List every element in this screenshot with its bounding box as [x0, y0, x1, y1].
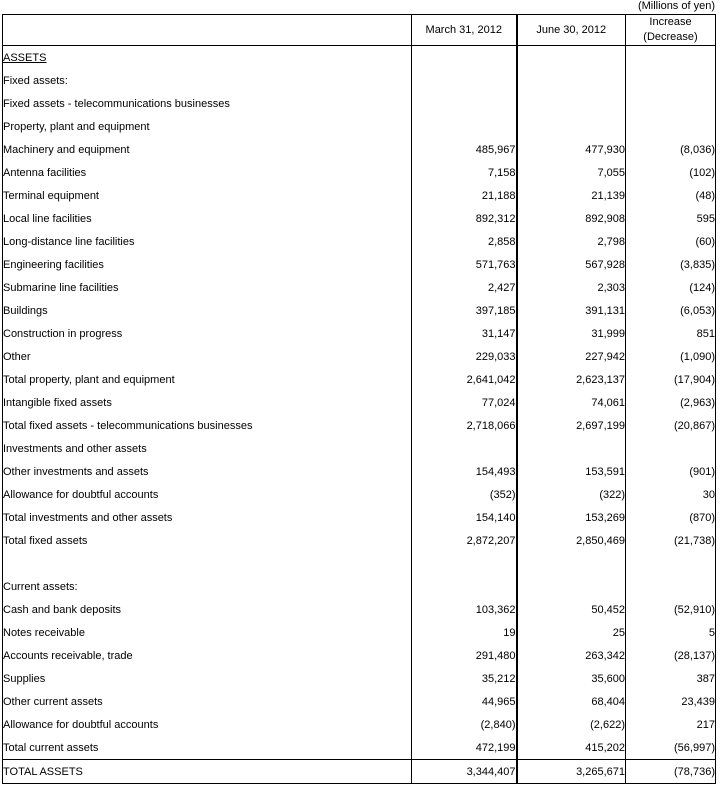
value-increase-decrease — [626, 69, 716, 92]
row-label: Allowance for doubtful accounts — [3, 483, 412, 506]
value-june-2012: 2,623,137 — [517, 368, 626, 391]
row-label: Intangible fixed assets — [3, 391, 412, 414]
value-march-2012: 77,024 — [412, 391, 517, 414]
value-march-2012: 3,344,407 — [412, 760, 517, 784]
table-row — [3, 368, 716, 391]
table-row — [3, 46, 716, 70]
value-increase-decrease: (52,910) — [674, 603, 715, 616]
row-label: Current assets: — [3, 575, 412, 598]
table-row — [3, 575, 716, 598]
value-march-2012: 31,147 — [412, 322, 517, 345]
value-march-2012 — [412, 575, 517, 598]
table-row — [3, 345, 716, 368]
table-row — [3, 713, 716, 736]
value-june-2012 — [517, 575, 626, 598]
value-june-2012: 2,798 — [517, 230, 626, 253]
value-june-2012: 7,055 — [517, 161, 626, 184]
value-increase-decrease: (124) — [689, 281, 715, 294]
value-increase-decrease: (20,867) — [674, 419, 715, 432]
value-march-2012: 2,641,042 — [412, 368, 517, 391]
table-row — [3, 736, 716, 760]
row-label: Total property, plant and equipment — [3, 368, 412, 391]
value-march-2012: 571,763 — [412, 253, 517, 276]
row-label: Total investments and other assets — [3, 506, 412, 529]
value-march-2012: (352) — [412, 483, 517, 506]
value-increase-decrease: (8,036) — [680, 143, 715, 156]
value-june-2012: 74,061 — [517, 391, 626, 414]
row-label: Machinery and equipment — [3, 138, 412, 161]
table-row — [3, 230, 716, 253]
value-march-2012: 2,872,207 — [412, 529, 517, 552]
row-label: Engineering facilities — [3, 253, 412, 276]
value-june-2012 — [517, 115, 626, 138]
row-label: Supplies — [3, 667, 412, 690]
value-increase-decrease — [626, 575, 716, 598]
row-label: Other investments and assets — [3, 460, 412, 483]
value-june-2012: 477,930 — [517, 138, 626, 161]
value-march-2012 — [412, 46, 517, 70]
row-label: Terminal equipment — [3, 184, 412, 207]
row-label: Total fixed assets - telecommunications businesses — [3, 414, 412, 437]
value-june-2012 — [517, 92, 626, 115]
row-label: Fixed assets: — [3, 69, 412, 92]
value-march-2012: 21,188 — [412, 184, 517, 207]
row-label: Accounts receivable, trade — [3, 644, 412, 667]
row-label: Total fixed assets — [3, 529, 412, 552]
table-row — [3, 506, 716, 529]
total-assets-row — [3, 760, 716, 784]
value-june-2012: 567,928 — [517, 253, 626, 276]
value-march-2012: 397,185 — [412, 299, 517, 322]
value-june-2012: 50,452 — [517, 598, 626, 621]
value-june-2012: (322) — [517, 483, 626, 506]
table-row — [3, 483, 716, 506]
value-march-2012: 154,140 — [412, 506, 517, 529]
value-june-2012: 2,303 — [517, 276, 626, 299]
value-march-2012: 2,427 — [412, 276, 517, 299]
value-march-2012: 472,199 — [412, 736, 517, 760]
value-june-2012 — [517, 552, 626, 575]
value-march-2012 — [412, 552, 517, 575]
value-june-2012: 3,265,671 — [517, 760, 626, 784]
row-label: Buildings — [3, 299, 412, 322]
value-increase-decrease — [626, 46, 716, 70]
value-march-2012 — [412, 115, 517, 138]
value-increase-decrease: (2,963) — [680, 396, 715, 409]
value-june-2012: (2,622) — [517, 713, 626, 736]
value-increase-decrease: 217 — [696, 718, 715, 731]
value-june-2012: 35,600 — [517, 667, 626, 690]
value-june-2012: 21,139 — [517, 184, 626, 207]
section-title: ASSETS — [3, 51, 47, 64]
value-june-2012 — [517, 69, 626, 92]
row-label: Allowance for doubtful accounts — [3, 713, 412, 736]
row-label: Other — [3, 345, 412, 368]
value-march-2012: 44,965 — [412, 690, 517, 713]
value-increase-decrease: 595 — [696, 212, 715, 225]
value-increase-decrease: (102) — [689, 166, 715, 179]
header-cell-label — [3, 15, 412, 46]
value-increase-decrease: (60) — [695, 235, 715, 248]
table-row — [3, 299, 716, 322]
table-row — [3, 437, 716, 460]
value-march-2012: 291,480 — [412, 644, 517, 667]
value-june-2012 — [517, 46, 626, 70]
row-label — [3, 552, 412, 575]
value-increase-decrease — [626, 92, 716, 115]
header-increase-line2: (Decrease) — [643, 31, 698, 43]
table-row — [3, 644, 716, 667]
table-row — [3, 92, 716, 115]
value-march-2012: 2,858 — [412, 230, 517, 253]
value-increase-decrease: (56,997) — [674, 741, 715, 754]
value-march-2012: 7,158 — [412, 161, 517, 184]
row-label — [3, 46, 412, 70]
value-increase-decrease: (28,137) — [674, 649, 715, 662]
row-label: Construction in progress — [3, 322, 412, 345]
value-increase-decrease: (6,053) — [680, 304, 715, 317]
value-increase-decrease: (870) — [689, 511, 715, 524]
table-row — [3, 161, 716, 184]
value-march-2012: 485,967 — [412, 138, 517, 161]
value-june-2012: 153,269 — [517, 506, 626, 529]
header-cell-march-2012: March 31, 2012 — [412, 15, 517, 46]
value-june-2012: 25 — [517, 621, 626, 644]
value-june-2012: 68,404 — [517, 690, 626, 713]
table-row — [3, 690, 716, 713]
value-increase-decrease: (1,090) — [680, 350, 715, 363]
row-label: Total current assets — [3, 736, 412, 760]
header-increase-line1: Increase — [649, 16, 692, 28]
value-june-2012: 892,908 — [517, 207, 626, 230]
table-row — [3, 552, 716, 575]
table-row — [3, 621, 716, 644]
value-june-2012: 153,591 — [517, 460, 626, 483]
value-increase-decrease: (48) — [695, 189, 715, 202]
row-label: Cash and bank deposits — [3, 598, 412, 621]
value-increase-decrease — [626, 437, 716, 460]
row-label: Notes receivable — [3, 621, 412, 644]
value-march-2012: 103,362 — [412, 598, 517, 621]
table-header — [3, 15, 716, 46]
table-row — [3, 253, 716, 276]
header-cell-increase-decrease — [626, 15, 716, 46]
value-june-2012: 391,131 — [517, 299, 626, 322]
row-label: Other current assets — [3, 690, 412, 713]
value-increase-decrease — [626, 552, 716, 575]
row-label: Investments and other assets — [3, 437, 412, 460]
header-row — [3, 15, 716, 46]
value-march-2012: 892,312 — [412, 207, 517, 230]
row-label: Antenna facilities — [3, 161, 412, 184]
table-row — [3, 414, 716, 437]
value-march-2012: 35,212 — [412, 667, 517, 690]
table-row — [3, 598, 716, 621]
value-march-2012 — [412, 69, 517, 92]
table-row — [3, 115, 716, 138]
value-increase-decrease: (17,904) — [674, 373, 715, 386]
value-june-2012: 31,999 — [517, 322, 626, 345]
row-label: Fixed assets - telecommunications businesses — [3, 92, 412, 115]
value-june-2012: 263,342 — [517, 644, 626, 667]
row-label: Submarine line facilities — [3, 276, 412, 299]
value-increase-decrease: (3,835) — [680, 258, 715, 271]
value-increase-decrease: 23,439 — [681, 695, 715, 708]
table-row — [3, 391, 716, 414]
table-row — [3, 322, 716, 345]
balance-sheet-table — [2, 14, 716, 784]
value-increase-decrease — [626, 115, 716, 138]
value-increase-decrease: (78,736) — [626, 760, 716, 784]
table-row — [3, 276, 716, 299]
row-label: Local line facilities — [3, 207, 412, 230]
row-label: Property, plant and equipment — [3, 115, 412, 138]
row-label: Long-distance line facilities — [3, 230, 412, 253]
value-march-2012: 229,033 — [412, 345, 517, 368]
units-note: (Millions of yen) — [637, 0, 715, 12]
value-june-2012: 415,202 — [517, 736, 626, 760]
header-cell-june-2012: June 30, 2012 — [517, 15, 626, 46]
table-row — [3, 138, 716, 161]
value-june-2012: 227,942 — [517, 345, 626, 368]
value-march-2012: (2,840) — [412, 713, 517, 736]
value-june-2012 — [517, 437, 626, 460]
table-row — [3, 207, 716, 230]
value-march-2012: 154,493 — [412, 460, 517, 483]
table-body — [3, 46, 716, 784]
table-row — [3, 529, 716, 552]
value-increase-decrease: 387 — [696, 672, 715, 685]
row-label: TOTAL ASSETS — [3, 760, 412, 784]
table-row — [3, 460, 716, 483]
value-june-2012: 2,850,469 — [517, 529, 626, 552]
table-row — [3, 69, 716, 92]
value-increase-decrease: 30 — [702, 488, 715, 501]
value-june-2012: 2,697,199 — [517, 414, 626, 437]
value-increase-decrease: 851 — [696, 327, 715, 340]
table-row — [3, 667, 716, 690]
value-march-2012 — [412, 92, 517, 115]
table-row — [3, 184, 716, 207]
value-increase-decrease: (901) — [689, 465, 715, 478]
value-march-2012 — [412, 437, 517, 460]
value-increase-decrease: 5 — [708, 626, 715, 639]
value-march-2012: 19 — [412, 621, 517, 644]
value-increase-decrease: (21,738) — [674, 534, 715, 547]
value-march-2012: 2,718,066 — [412, 414, 517, 437]
